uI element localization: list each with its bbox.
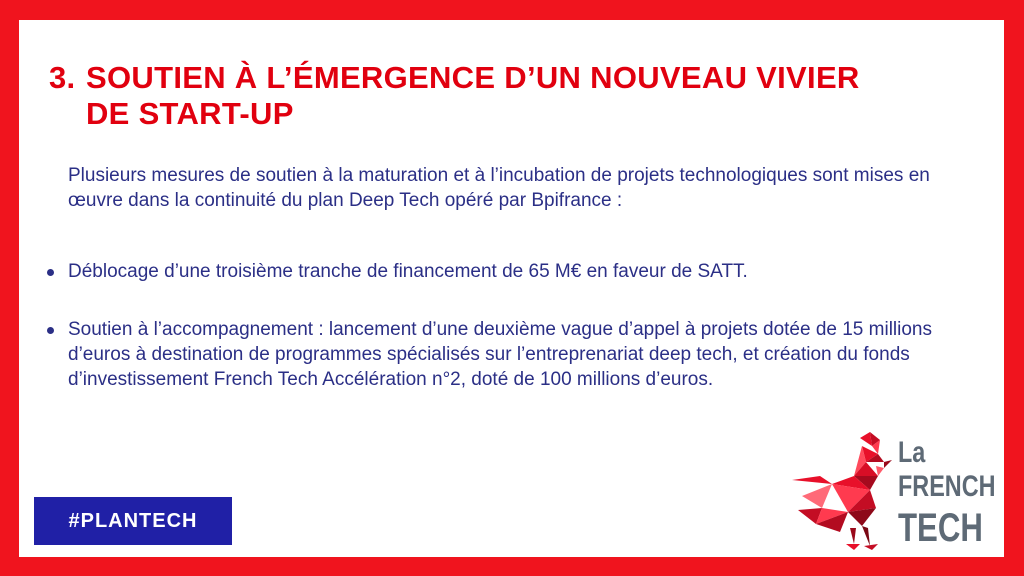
- bullet-dot-icon: [47, 327, 54, 334]
- french-tech-logo-text: [898, 438, 996, 552]
- bullet-dot-icon: [47, 269, 54, 276]
- bullet-item: [68, 317, 968, 392]
- title-line-1: SOUTIEN À L’ÉMERGENCE D’UN NOUVEAU VIVIER: [86, 60, 860, 95]
- slide-title: [49, 60, 949, 132]
- rooster-icon: [792, 432, 912, 550]
- intro-paragraph: Plusieurs mesures de soutien à la maturation et à l’incubation de projets technologiques sont mises en œuvre dans la continuité du plan Deep Tech opéré par Bpifrance :: [68, 165, 930, 211]
- title-number: 3.: [49, 60, 76, 95]
- bullet-item: [68, 259, 968, 284]
- logo-line-la: La: [898, 436, 926, 469]
- title-line-2: DE START-UP: [86, 96, 294, 131]
- content-panel: [19, 20, 1004, 557]
- logo-line-tech: TECH: [898, 506, 983, 550]
- logo-line-french: FRENCH: [898, 470, 996, 503]
- bullet-text: Déblocage d’une troisième tranche de financement de 65 M€ en faveur de SATT.: [68, 261, 748, 282]
- hashtag-badge: #PLANTECH: [34, 497, 232, 545]
- bullet-text: Soutien à l’accompagnement : lancement d’une deuxième vague d’appel à projets dotée de 15 millions d’euros à destination de programmes spécialisés sur l’entreprenariat deep tech, et création du fonds d’investissement French Tech Accélération n°2, doté de 100 millions d’euros.: [68, 319, 932, 390]
